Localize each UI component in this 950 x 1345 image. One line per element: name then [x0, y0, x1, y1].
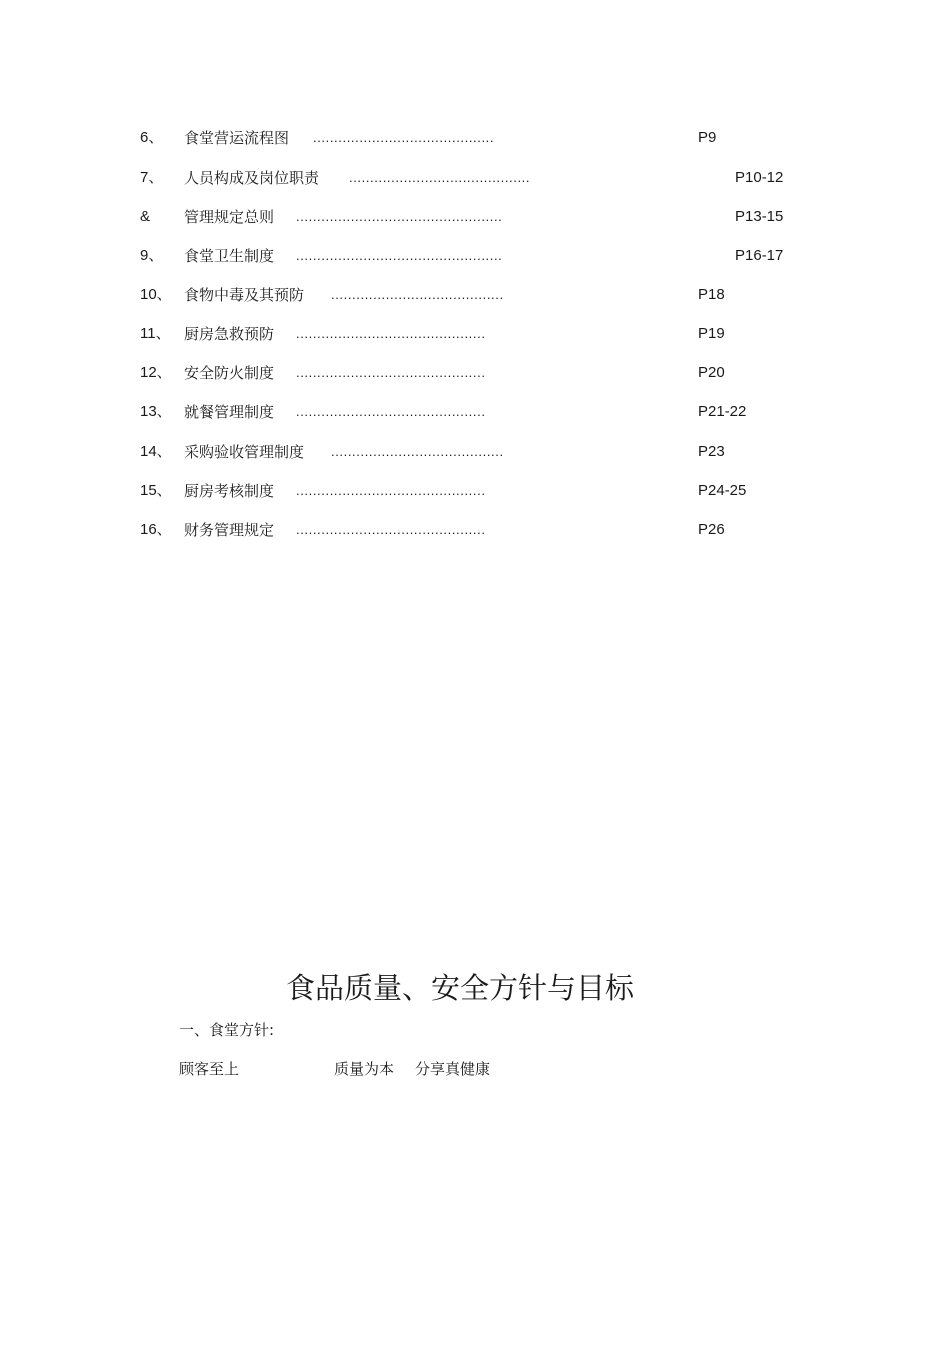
- toc-entry-page: P23: [698, 443, 725, 460]
- toc-entry-page: P26: [698, 521, 725, 538]
- toc-entry-page: P20: [698, 364, 725, 381]
- toc-entry: [0, 206, 950, 228]
- toc-entry-number: &: [140, 208, 151, 225]
- toc-entry-title: 就餐管理制度: [184, 403, 275, 421]
- toc-entry-page: P9: [698, 129, 717, 146]
- toc-entry-number: 12、: [140, 364, 172, 381]
- toc-entry-number: 13、: [140, 403, 172, 420]
- toc-entry-title: 采购验收管理制度: [184, 443, 305, 461]
- toc-entry-title: 财务管理规定: [184, 521, 275, 539]
- toc-dot-leader: .............................................: [296, 522, 486, 537]
- toc-dot-leader: .............................................: [296, 326, 486, 341]
- toc-entry: [0, 401, 950, 423]
- toc-dot-leader: .................................................: [296, 248, 503, 263]
- policy-phrase: 分享真健康: [415, 1060, 491, 1078]
- toc-entry-page: P13-15: [735, 208, 784, 225]
- toc-entry-number: 9、: [140, 247, 164, 264]
- toc-entry: [0, 519, 950, 541]
- toc-dot-leader: .............................................: [296, 483, 486, 498]
- toc-entry-number: 15、: [140, 482, 172, 499]
- toc-entry-page: P18: [698, 286, 725, 303]
- toc-entry: [0, 323, 950, 345]
- toc-entry-title: 食堂卫生制度: [184, 247, 275, 265]
- toc-entry: [0, 480, 950, 502]
- toc-entry-title: 食堂营运流程图: [184, 129, 290, 147]
- toc-entry: [0, 127, 950, 149]
- toc-entry-page: P10-12: [735, 169, 784, 186]
- toc-entry-number: 10、: [140, 286, 172, 303]
- toc-entry: [0, 167, 950, 189]
- toc-dot-leader: .............................................: [296, 404, 486, 419]
- toc-dot-leader: .............................................: [296, 365, 486, 380]
- section-title: 食品质量、安全方针与目标: [285, 971, 634, 1005]
- toc-dot-leader: .................................................: [296, 209, 503, 224]
- canteen-policy-heading: 一、食堂方针:: [179, 1021, 275, 1039]
- toc-entry: [0, 284, 950, 306]
- toc-entry: [0, 441, 950, 463]
- toc-entry-title: 食物中毒及其预防: [184, 286, 305, 304]
- toc-dot-leader: .........................................: [331, 287, 504, 302]
- toc-entry: [0, 245, 950, 267]
- toc-entry-title: 管理规定总则: [184, 208, 275, 226]
- toc-entry-title: 安全防火制度: [184, 364, 275, 382]
- toc-entry-page: P16-17: [735, 247, 784, 264]
- toc-dot-leader: ...........................................: [349, 170, 531, 185]
- toc-entry-title: 厨房考核制度: [184, 482, 275, 500]
- toc-entry: [0, 362, 950, 384]
- toc-dot-leader: ...........................................: [313, 130, 495, 145]
- toc-entry-number: 11、: [140, 325, 171, 342]
- toc-entry-number: 7、: [140, 169, 164, 186]
- toc-entry-number: 14、: [140, 443, 172, 460]
- toc-entry-number: 16、: [140, 521, 172, 538]
- toc-entry-page: P21-22: [698, 403, 747, 420]
- policy-phrase: 质量为本: [334, 1060, 395, 1078]
- policy-phrase: 顾客至上: [179, 1060, 240, 1078]
- toc-entry-title: 厨房急救预防: [184, 325, 275, 343]
- toc-entry-title: 人员构成及岗位职责: [184, 169, 320, 187]
- toc-entry-number: 6、: [140, 129, 164, 146]
- toc-entry-page: P24-25: [698, 482, 747, 499]
- toc-entry-page: P19: [698, 325, 725, 342]
- toc-dot-leader: .........................................: [331, 444, 504, 459]
